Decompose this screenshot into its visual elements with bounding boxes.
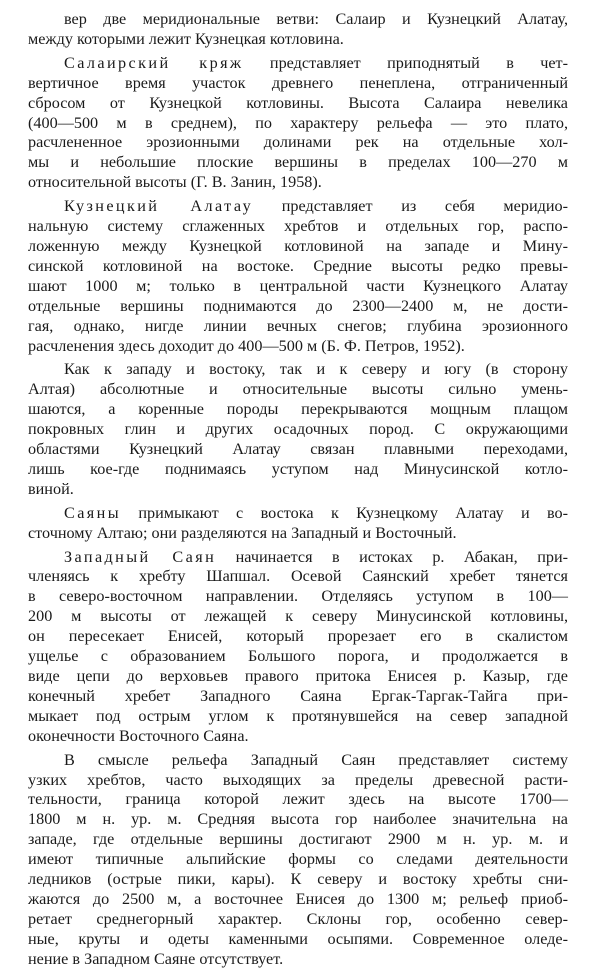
text-line: членяясь к хребту Шапшал. Осевой Саянский хребет тянется xyxy=(28,567,568,586)
section-term: Саяны xyxy=(64,503,121,522)
paragraph xyxy=(28,548,568,747)
paragraph xyxy=(28,10,568,50)
paragraph xyxy=(28,197,568,356)
text-line: покровных глин и других осадочных пород. С окружающими xyxy=(28,420,568,439)
text-line: Как к западу и востоку, так и к северу и югу (в сторону xyxy=(64,360,568,379)
text-line xyxy=(28,197,568,217)
text-line: вер две меридиональные ветви: Салаир и Кузнецкий Алатау, xyxy=(64,10,568,28)
text-line: расчлененное эрозионными долинами рек на отдельные хол- xyxy=(28,133,568,152)
text-line: западе, где отдельные вершины достигают 2900 м н. ур. м. и xyxy=(28,830,568,849)
text-line-content: начинается в истоках р. Абакан, при- xyxy=(235,547,569,566)
text-line: расчленения здесь доходит до 400—500 м (Б. Ф. Петров, 1952). xyxy=(28,336,465,355)
text-line: ложенную между Кузнецкой котловиной на западе и Мину- xyxy=(28,236,568,255)
paragraph xyxy=(28,751,568,970)
text-line: отдельные вершины поднимаются до 2300—2400 м, не дости- xyxy=(28,296,568,315)
text-line: конечный хребет Западного Саяна Ергак-Таргак-Тайга при- xyxy=(28,686,568,705)
text-line: виде цепи до верховьев правого притока Енисея р. Казыр, где xyxy=(28,667,568,685)
text-line: синской котловиной на востоке. Средние высоты редко превы- xyxy=(28,256,568,275)
text-line: 200 м высоты от лежащей к северу Минусинской котловины, xyxy=(28,607,568,626)
text-line-content: представляет приподнятый в чет- xyxy=(269,53,569,72)
text-line: мыкает под острым углом к протянувшейся на север западной xyxy=(28,706,568,725)
text-line xyxy=(28,504,568,524)
text-line: нение в Западном Саяне отсутствует. xyxy=(28,949,284,968)
paragraph xyxy=(28,504,568,544)
text-line: тельности, граница которой лежит здесь на высоте 1700— xyxy=(28,790,568,809)
text-line: нальную систему сглаженных хребтов и отдельных гор, распо- xyxy=(28,217,568,236)
text-line: областями Кузнецкий Алатау связан плавными переходами, xyxy=(28,440,568,459)
text-line: узких хребтов, часто выходящих за пределы древесной расти- xyxy=(28,770,568,789)
text-line: оконечности Восточного Саяна. xyxy=(28,726,249,745)
text-line: ледников (острые пики, кары). К северу и востоку хребты сни- xyxy=(28,870,568,889)
text-line: он пересекает Енисей, который прорезает его в скалистом xyxy=(28,627,568,646)
text-line: ные, круты и одеты каменными осыпями. Современное оледе- xyxy=(28,929,568,948)
text-line: ущелье с образованием Большого порога, и продолжается в xyxy=(28,647,568,666)
text-line xyxy=(28,54,568,74)
text-line: лишь кое-где поднимаясь уступом над Минусинской котло- xyxy=(28,459,568,478)
text-line xyxy=(28,548,568,568)
text-line: Алтая) абсолютные и относительные высоты сильно умень- xyxy=(28,380,568,399)
section-term: Кузнецкий Алатау xyxy=(64,197,254,216)
text-line: (400—500 м в среднем), по характеру рельефа — это плато, xyxy=(28,113,568,132)
text-line: 1800 м н. ур. м. Средняя высота гор наиболее значительна на xyxy=(28,810,568,829)
text-line: между которыми лежит Кузнецкая котловина. xyxy=(28,29,344,48)
paragraph xyxy=(28,360,568,499)
text-line-content: представляет из себя меридио- xyxy=(281,197,568,216)
text-line: имеют типичные альпийские формы со следами деятельности xyxy=(28,850,568,869)
text-line: ретает среднегорный характер. Склоны гор, особенно север- xyxy=(28,909,568,928)
text-line-content: примыкают с востока к Кузнецкому Алатау и во- xyxy=(138,503,568,522)
text-line: гая, однако, нигде линии вечных снегов; глубина эрозионного xyxy=(28,316,568,335)
section-term: Западный Саян xyxy=(64,547,217,566)
text-line: сточному Алтаю; они разделяются на Западный и Восточный. xyxy=(28,523,457,542)
text-line: В смысле рельефа Западный Саян представляет систему xyxy=(64,750,568,769)
text-line: виной. xyxy=(28,479,74,498)
section-term: Салаирский кряж xyxy=(64,53,244,72)
text-line: шаются, а коренные породы перекрываются мощным плащом xyxy=(28,400,568,419)
text-line: относительной высоты (Г. В. Занин, 1958). xyxy=(28,173,322,192)
text-line: в северо-восточном направлении. Отделяясь уступом в 100— xyxy=(28,587,568,606)
text-line: сбросом от Кузнецкой котловины. Высота Салаира невелика xyxy=(28,93,568,112)
text-line: вертичное время участок древнего пенеплена, отграниченный xyxy=(28,73,568,92)
text-line: мы и небольшие плоские вершины в пределах 100—270 м xyxy=(28,153,568,172)
paragraph xyxy=(28,54,568,193)
document-page xyxy=(28,10,568,970)
text-line: шают 1000 м; только в центральной части Кузнецкого Алатау xyxy=(28,276,568,295)
text-line: жаются до 2500 м, а восточнее Енисея до 1300 м; рельеф приоб- xyxy=(28,889,568,908)
